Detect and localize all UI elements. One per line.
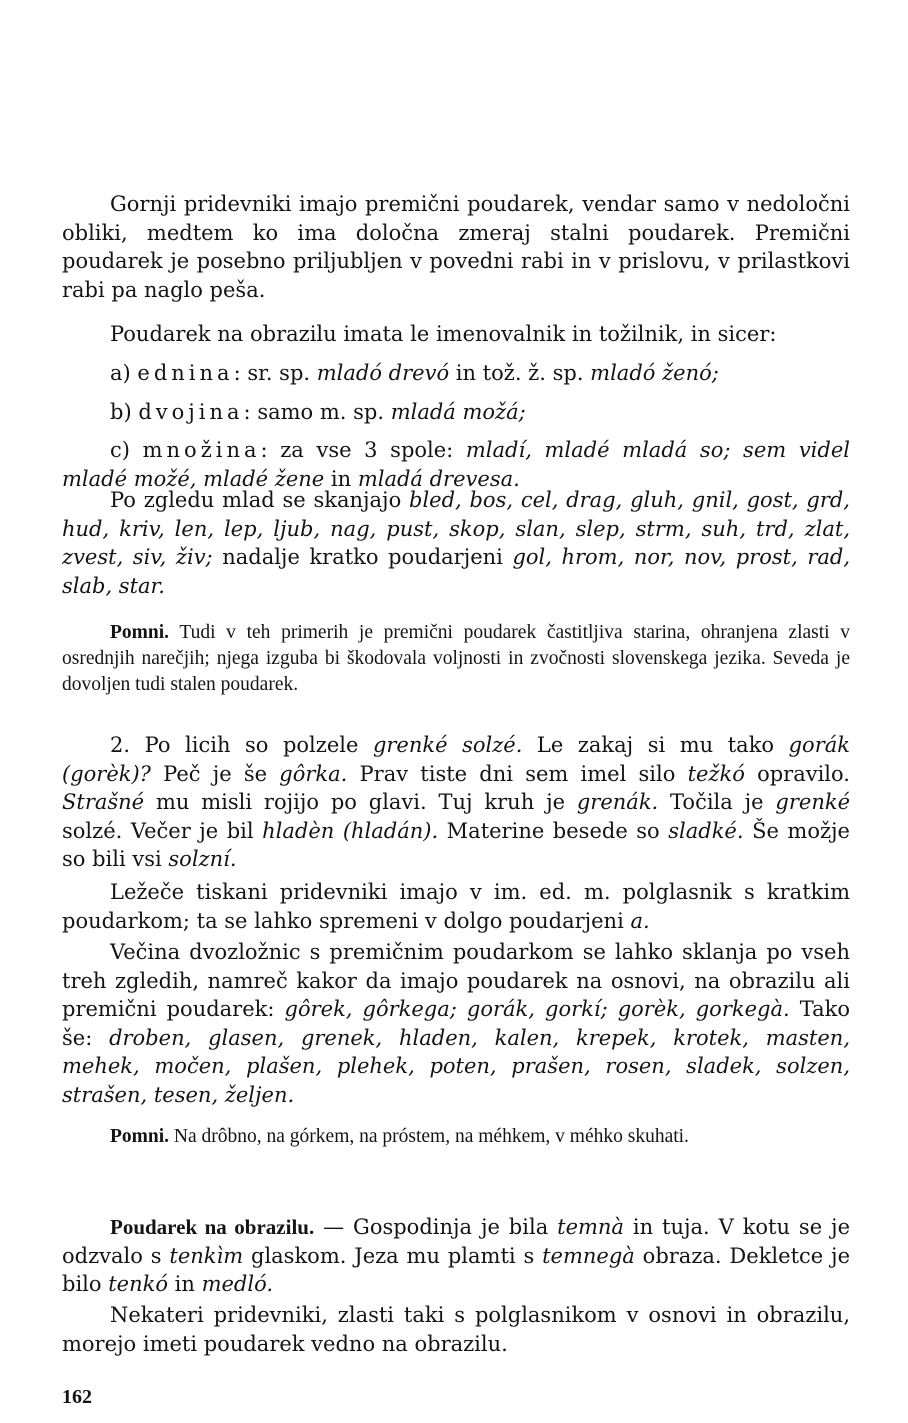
page-number: 162 <box>62 1386 92 1408</box>
example: mladó ženó; <box>590 361 719 385</box>
example: mladá drevesa. <box>357 466 520 491</box>
example-list: bled, bos, cel, drag, gluh, gnil, gost, grd, hud, kriv, len, lep, ljub, nag, pust, skop, slan, slep, strm, suh, trd, zlat, zvest, siv, živ; <box>62 488 850 569</box>
example: mladá možá; <box>390 400 526 424</box>
item-mnozina: c) množina: za vse 3 spole: mladí, mladé mladá so; sem videl mladé možé, mladé žene in mladá drevesa. <box>62 438 850 491</box>
section-poudarek-na-obrazilu: Poudarek na obrazilu. — Gospodinja je bila temnà in tuja. V kotu se je odzvalo s tenkìm glaskom. Jeza mu plamti s temnegà obraza. Dekletce je bilo tenkó in medló. <box>62 1215 850 1296</box>
note-label: Pomni. <box>110 1126 170 1147</box>
note-prislovi: Pomni. Na drôbno, na górkem, na próstem, na méhkem, v méhko skuhati. <box>110 1126 689 1147</box>
section-2-examples: 2. Po licih so polzele grenké solzé. Le zakaj si mu tako gorák (gorèk)? Peč je še gôrka. Prav tiste dni sem imel silo težkó opravilo. Strašné mu misli rojijo po glavi. Tuj kruh je grenák. Točila je grenké solzé. Večer je bil hladèn (hladán). Materine besede so sladké. Še možje so bili vsi solzní. <box>62 733 851 871</box>
item-label: dvojina <box>138 400 244 424</box>
paragraph-polglasnik: Ležeče tiskani pridevniki imajo v im. ed. m. polglasnik s kratkim poudarkom; ta se lahko spremeni v dolgo poudarjeni a. <box>62 880 850 933</box>
example: mladí, mladé mladá so; sem videl mladé možé, mladé žene <box>62 438 850 491</box>
item-ednina: a) ednina: sr. sp. mladó drevó in tož. ž. sp. mladó ženó; <box>110 361 719 385</box>
item-label: ednina <box>137 361 234 385</box>
item-letter: c) <box>110 438 143 462</box>
item-letter: b) <box>110 400 139 424</box>
item-label: množina <box>142 438 261 462</box>
paragraph-intro: Gornji pridevniki imajo premični poudarek, vendar samo v nedoločni obliki, medtem ko ima določna zmeraj stalni poudarek. Premični poudarek je posebno priljubljen v povedni rabi in v prislovu, v prilastkovi rabi pa naglo peša. <box>62 192 850 302</box>
paragraph-nekateri: Nekateri pridevniki, zlasti taki s polglasnikom v osnovi in obrazilu, morejo imeti poudarek vedno na obrazilu. <box>62 1303 850 1356</box>
item-dvojina: b) dvojina: samo m. sp. mladá možá; <box>110 400 526 424</box>
item-letter: a) <box>110 361 138 385</box>
note-label: Pomni. <box>110 622 170 643</box>
example-list: droben, glasen, grenek, hladen, kalen, krepek, krotek, masten, mehek, močen, plašen, plehek, poten, prašen, rosen, sladek, solzen, strašen, tesen, željen. <box>62 1025 850 1107</box>
paragraph-obrazilo: Poudarek na obrazilu imata le imenovalnik in tožilnik, in sicer: <box>110 322 777 346</box>
paragraph-dvozloznice: Večina dvozložnic s premičnim poudarkom se lahko sklanja po vseh treh zgledih, namreč kakor da imajo poudarek na osnovi, na obrazilu ali premični poudarek: gôrek, gôrkega; gorák, gorkí; gorèk, gorkegà. Tako še: droben, glasen, grenek, hladen, kalen, krepek, krotek, masten, mehek, močen, plašen, plehek, poten, prašen, rosen, sladek, solzen, strašen, tesen, željen. <box>62 940 851 1107</box>
example: mladó drevó <box>316 361 450 385</box>
paragraph-zgledi: Po zgledu mlad se skanjajo bled, bos, cel, drag, gluh, gnil, gost, grd, hud, kriv, len, lep, ljub, nag, pust, skop, slan, slep, strm, suh, trd, zlat, zvest, siv, živ; nadalje kratko poudarjeni gol, hrom, nor, nov, prost, rad, slab, star. <box>62 488 851 598</box>
section-heading: Poudarek na obrazilu. <box>110 1215 315 1239</box>
example-list: gol, hrom, nor, nov, prost, rad, slab, star. <box>62 545 851 598</box>
note-starina: Pomni. Tudi v teh primerih je premični poudarek častitljiva starina, ohranjena zlasti v osrednjih narečjih; njega izguba bi škodovala voljnosti in zvočnosti slovenskega jezika. Seveda je dovoljen tudi stalen poudarek. <box>62 622 850 695</box>
